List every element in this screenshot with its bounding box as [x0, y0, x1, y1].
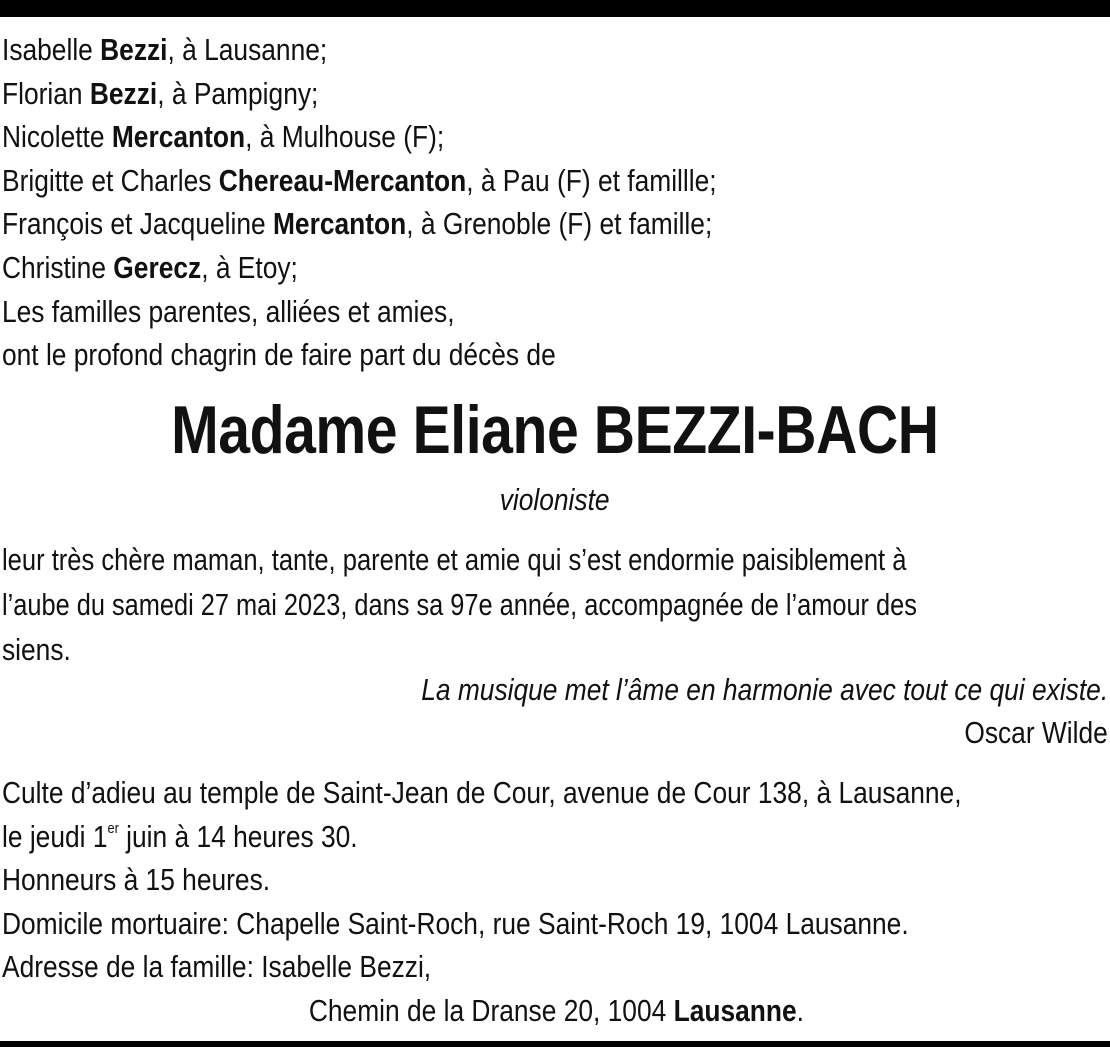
mourner-rest: , à Etoy; [201, 249, 298, 285]
mourner-line [2, 246, 1107, 290]
announce-line: ont le profond chagrin de faire part du décès de [2, 337, 556, 373]
families-line: Les familles parentes, alliées et amies, [2, 293, 455, 329]
mourner-first: Florian [2, 75, 90, 111]
mourner-rest: , à Pampigny; [157, 75, 319, 111]
body-line [2, 627, 1108, 672]
mourner-surname: Bezzi [100, 32, 168, 67]
family-address-line-2 [2, 989, 1107, 1033]
ceremony-date-line [2, 815, 1107, 859]
domicile-line: Domicile mortuaire: Chapelle Saint-Roch, rue Saint-Roch 19, 1004 Lausanne. [2, 905, 909, 941]
mourner-surname: Bezzi [89, 75, 158, 111]
mourner-first: Isabelle [2, 32, 101, 67]
mourner-line [2, 72, 1107, 116]
address-street: Chemin de la Dranse 20, 1004 [308, 992, 674, 1028]
mourner-surname: Chereau-Mercanton [218, 162, 467, 198]
deceased-name: Madame Eliane BEZZI-BACH [171, 392, 939, 468]
mourner-surname: Mercanton [111, 119, 246, 155]
honours-line: Honneurs à 15 heures. [2, 862, 271, 897]
profession-line [0, 478, 1110, 522]
profession: violoniste [500, 482, 610, 517]
mourner-rest: , à Pau (F) et famillle; [466, 162, 717, 198]
ceremony-date-prefix: le jeudi 1 [2, 818, 108, 854]
mourner-first: Nicolette [2, 119, 112, 155]
ceremony-date-suffix: juin à 14 heures 30. [118, 818, 358, 854]
ordinal-suffix: er [107, 819, 119, 837]
ceremony-line: Culte d’adieu au temple de Saint-Jean de Cour, avenue de Cour 138, à Lausanne, [2, 775, 962, 810]
mourner-first: François et Jacqueline [2, 206, 273, 242]
mourner-first: Christine [2, 249, 114, 285]
mourner-line [2, 115, 1107, 159]
mourner-surname: Mercanton [272, 206, 407, 242]
bottom-rule [0, 1041, 1110, 1047]
quote-author-line [2, 711, 1108, 755]
mourner-line [2, 202, 1107, 246]
deceased-name-heading [0, 388, 1110, 472]
family-address-line: Adresse de la famille: Isabelle Bezzi, [2, 949, 432, 984]
ceremony-info [2, 771, 1107, 1032]
body-line [2, 582, 1108, 627]
body-line [2, 537, 1108, 582]
body-line-text: l’aube du samedi 27 mai 2023, dans sa 97e année, accompagnée de l’amour des [2, 587, 917, 622]
mourners-list [2, 28, 1107, 377]
address-end: . [796, 992, 804, 1028]
mourner-rest: , à Mulhouse (F); [245, 119, 445, 155]
mourner-surname: Gerecz [113, 249, 202, 285]
quote-text: La musique met l’âme en harmonie avec tout ce qui existe. [421, 672, 1108, 707]
mourner-rest: , à Grenoble (F) et famille; [406, 206, 713, 242]
quote-author: Oscar Wilde [964, 715, 1108, 750]
quote-line [2, 668, 1108, 712]
mourner-line [2, 28, 1107, 72]
body-line-text: siens. [2, 632, 71, 667]
address-city: Lausanne [673, 992, 797, 1028]
body-line-text: leur très chère maman, tante, parente et amie qui s’est endormie paisiblement à [2, 542, 907, 577]
top-rule [0, 0, 1110, 17]
obituary-paragraph [2, 537, 1108, 672]
mourner-line [2, 159, 1107, 203]
mourner-rest: , à Lausanne; [167, 32, 328, 67]
mourner-first: Brigitte et Charles [2, 162, 219, 198]
